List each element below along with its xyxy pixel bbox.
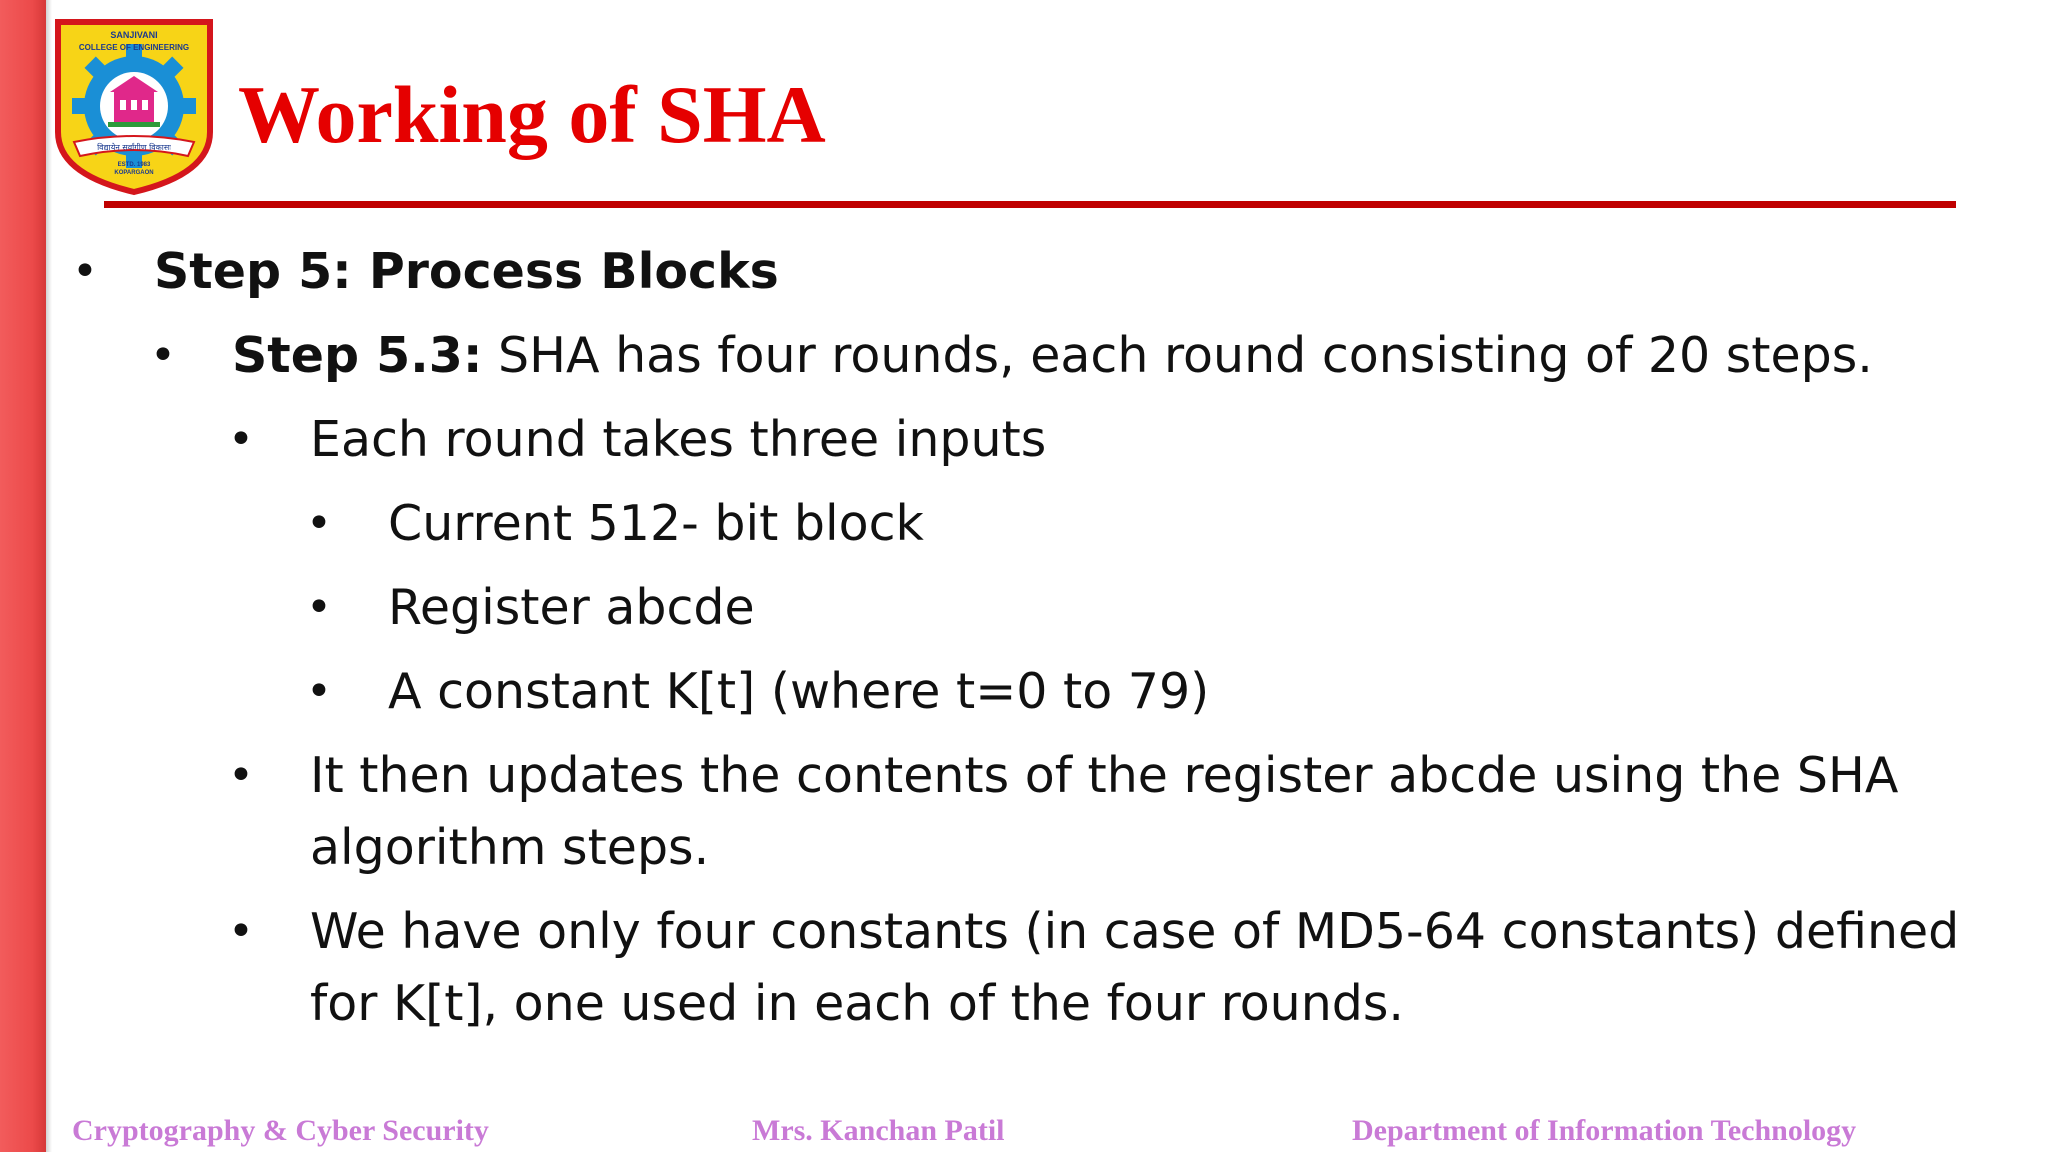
bullet-dot: • <box>306 582 332 633</box>
bullet-register: Register abcde <box>388 579 755 636</box>
slide-title: Working of SHA <box>238 69 826 160</box>
bullet-step5: Step 5: Process Blocks <box>154 243 779 300</box>
logo-top-text: SANJIVANI <box>110 30 158 40</box>
bullet-constant: A constant K[t] (where t=0 to 79) <box>388 663 1210 720</box>
bullet-dot: • <box>306 498 332 549</box>
footer-teacher: Mrs. Kanchan Patil <box>752 1114 1005 1147</box>
bullet-dot: • <box>306 666 332 717</box>
bullet-constants-line1: We have only four constants (in case of MD5-64 constants) defined <box>310 903 1960 960</box>
step53-label: Step 5.3: <box>232 327 483 384</box>
footer-department: Department of Information Technology <box>1352 1114 1857 1147</box>
bullet-dot: • <box>228 750 254 801</box>
bullet-updates-line1: It then updates the contents of the register abcde using the SHA <box>310 747 1899 804</box>
footer-course: Cryptography & Cyber Security <box>72 1114 489 1147</box>
logo-estd-text: ESTD. 1983 <box>117 162 151 168</box>
bullet-updates-line2: algorithm steps. <box>310 819 710 876</box>
logo-banner-text: विद्यायेन सर्वांगीण विकासः <box>97 143 171 152</box>
logo-place-text: KOPARGAON <box>114 170 154 176</box>
bullet-step53 <box>232 320 1873 392</box>
bullet-dot: • <box>228 906 254 957</box>
bullet-current-block: Current 512- bit block <box>388 495 924 552</box>
bullet-constants-line2: for K[t], one used in each of the four rounds. <box>310 975 1405 1032</box>
bullet-dot: • <box>228 414 254 465</box>
step53-text: SHA has four rounds, each round consisting of 20 steps. <box>482 327 1873 384</box>
bullet-each-round: Each round takes three inputs <box>310 411 1047 468</box>
logo-sub-text: COLLEGE OF ENGINEERING <box>78 43 190 52</box>
bullet-dot: • <box>150 330 176 381</box>
bullet-dot: • <box>72 246 98 297</box>
